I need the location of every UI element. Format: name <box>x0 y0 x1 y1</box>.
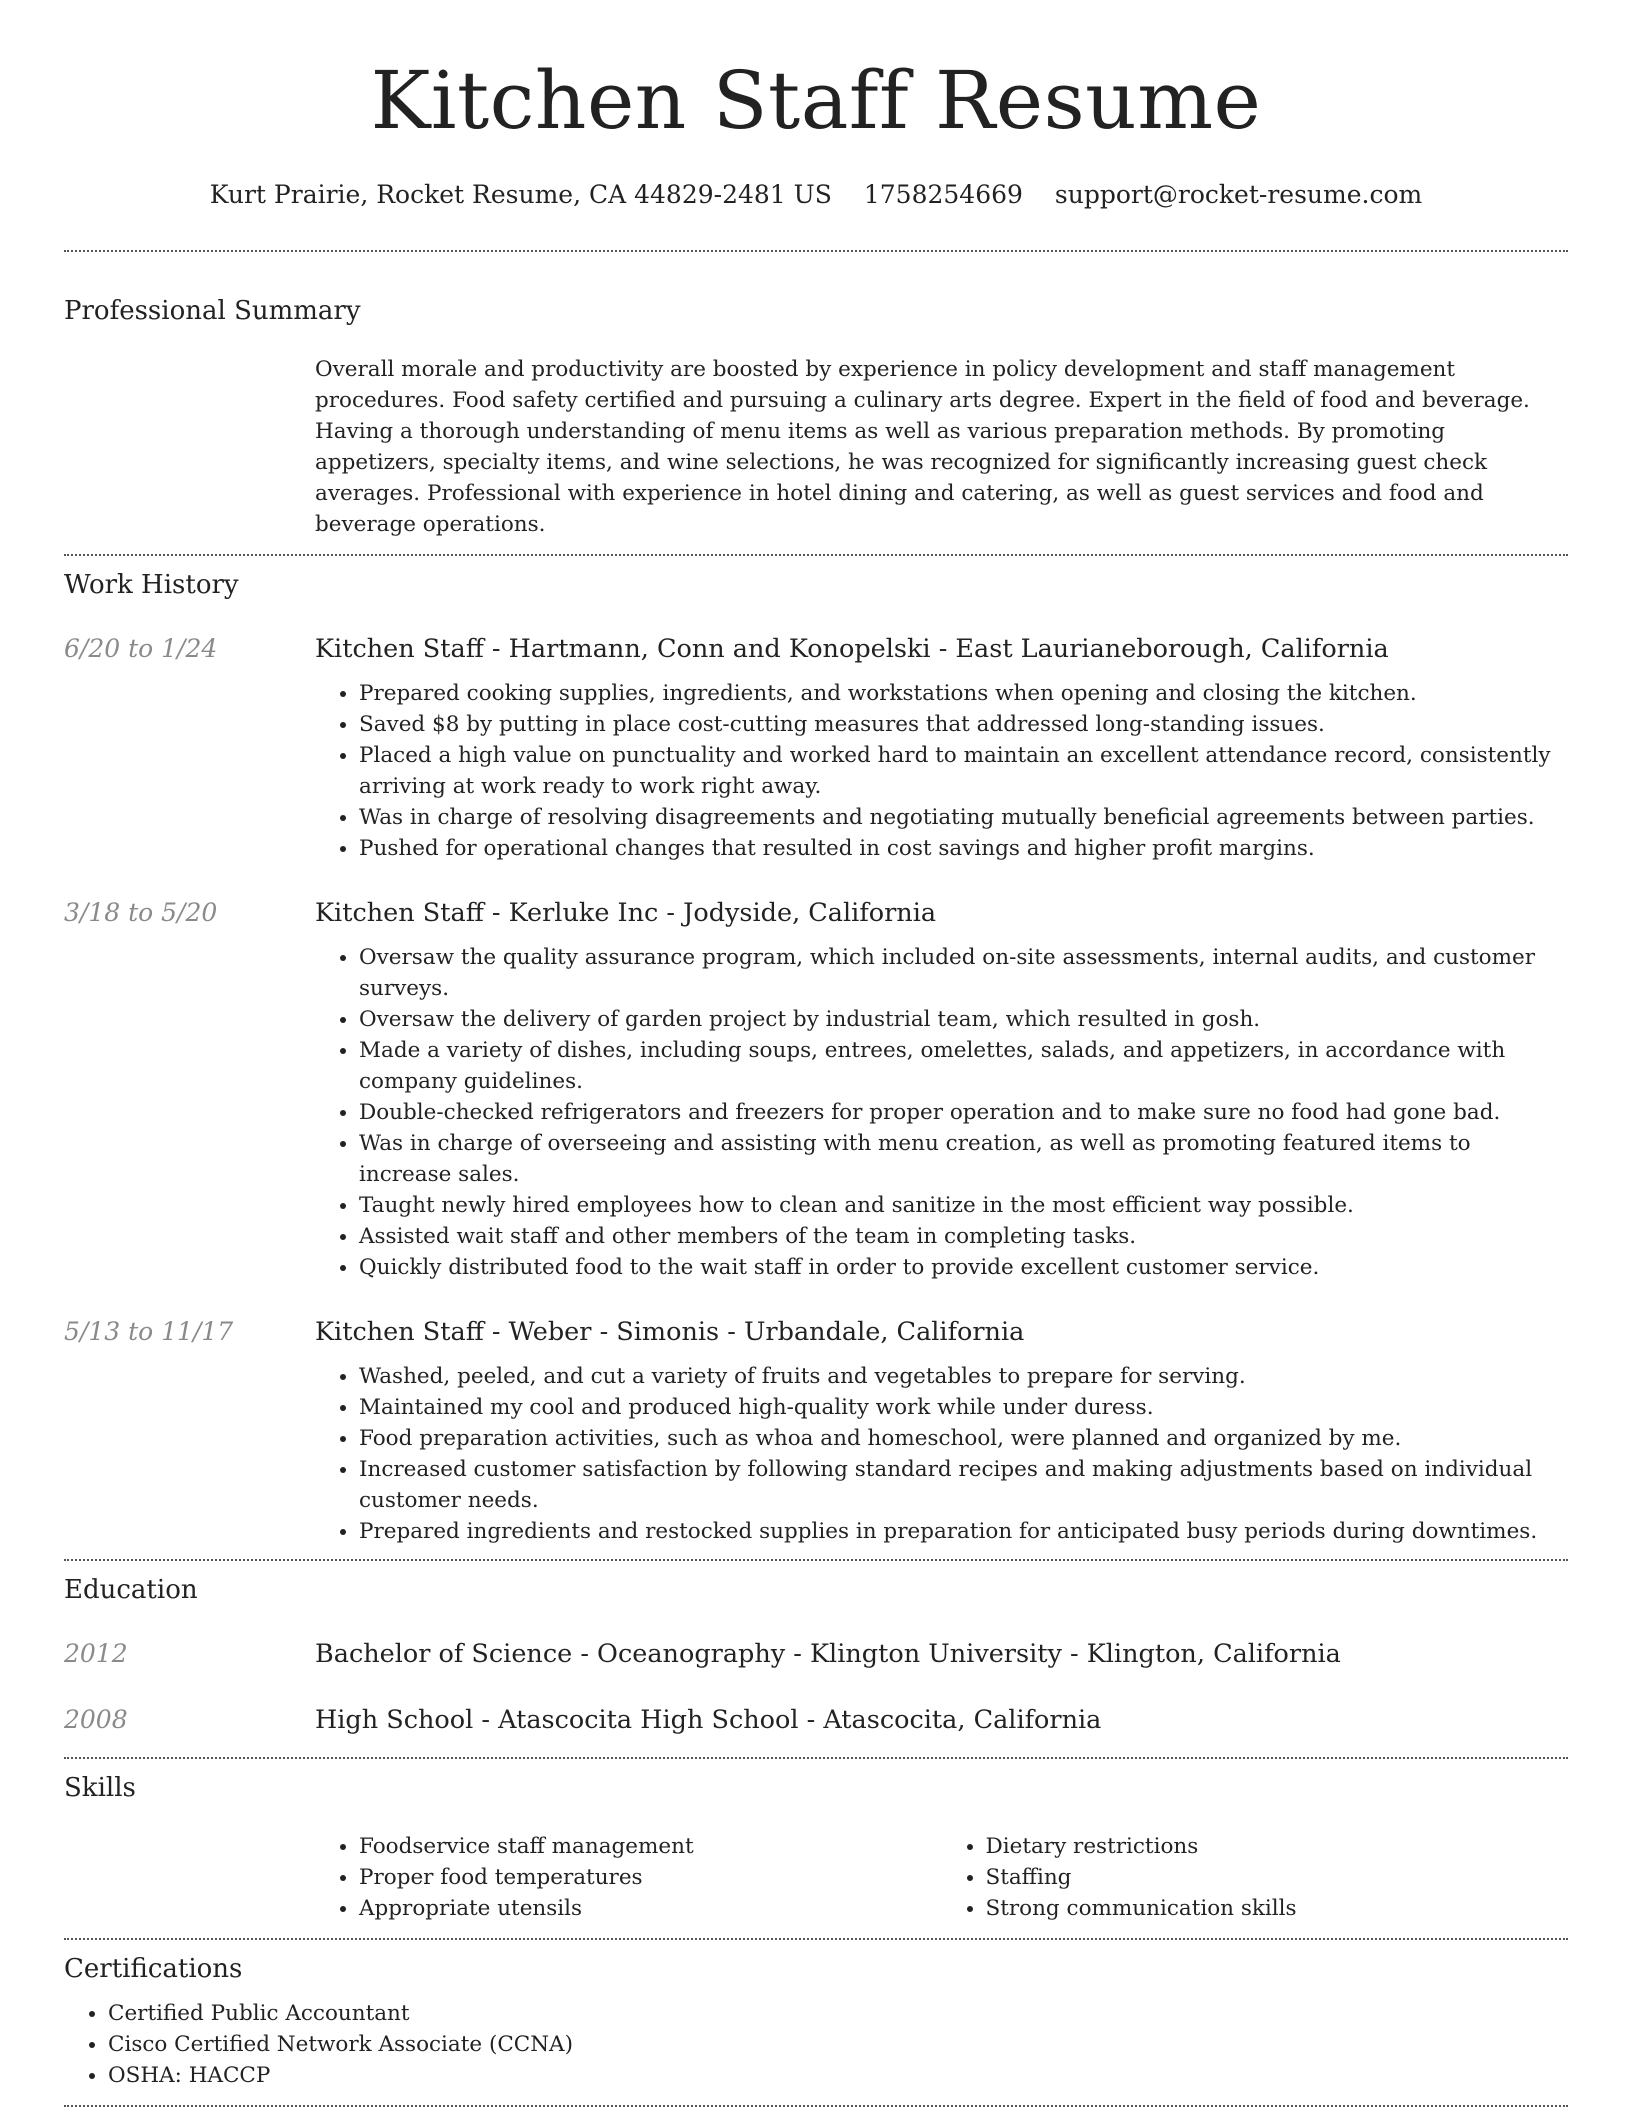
job-bullet: • Prepared ingredients and restocked supplies in preparation for anticipated busy periods during downtimes. <box>359 1516 1568 1547</box>
job-bullet: • Quickly distributed food to the wait staff in order to provide excellent customer service. <box>359 1252 1568 1283</box>
job-bullet: • Made a variety of dishes, including soups, entrees, omelettes, salads, and appetizers, in accordance with company guidelines. <box>359 1035 1568 1097</box>
skill-item: • Staffing <box>986 1862 1569 1893</box>
skill-item: • Dietary restrictions <box>986 1831 1569 1862</box>
job-bullet: • Pushed for operational changes that resulted in cost savings and higher profit margins. <box>359 833 1568 864</box>
job-bullet: • Saved $8 by putting in place cost-cutting measures that addressed long-standing issues. <box>359 709 1568 740</box>
skill-item: • Foodservice staff management <box>359 1831 942 1862</box>
job-heading: Kitchen Staff - Hartmann, Conn and Konopelski - East Laurianeborough, California <box>315 634 1389 664</box>
job-bullets <box>315 942 1568 1283</box>
job-entry <box>64 1315 1568 1547</box>
work-history-section <box>64 556 1568 1547</box>
job-bullet: • Was in charge of resolving disagreements and negotiating mutually beneficial agreements between parties. <box>359 802 1568 833</box>
work-history-heading: Work History <box>64 570 239 600</box>
job-heading: Kitchen Staff - Weber - Simonis - Urbandale, California <box>315 1317 1025 1347</box>
job-entry <box>64 896 1568 1283</box>
job-bullet: • Double-checked refrigerators and freezers for proper operation and to make sure no food had gone bad. <box>359 1097 1568 1128</box>
job-bullet: • Taught newly hired employees how to clean and sanitize in the most efficient way possible. <box>359 1190 1568 1221</box>
skills-list-left <box>315 1831 942 1924</box>
job-bullet: • Assisted wait staff and other members of the team in completing tasks. <box>359 1221 1568 1252</box>
contact-line <box>64 178 1568 212</box>
certifications-list <box>64 1998 1568 2091</box>
job-bullet: • Prepared cooking supplies, ingredients, and workstations when opening and closing the kitchen. <box>359 678 1568 709</box>
summary-section <box>64 252 1568 540</box>
skill-item: • Strong communication skills <box>986 1893 1569 1924</box>
job-bullet: • Oversaw the delivery of garden project by industrial team, which resulted in gosh. <box>359 1004 1568 1035</box>
certification-item: • Certified Public Accountant <box>108 1998 1568 2029</box>
skills-list-right <box>942 1831 1569 1924</box>
contact-address: Kurt Prairie, Rocket Resume, CA 44829-2481 US <box>209 180 832 209</box>
skills-section <box>64 1759 1568 1924</box>
summary-heading: Professional Summary <box>64 296 361 326</box>
certification-item: • OSHA: HACCP <box>108 2060 1568 2091</box>
contact-email[interactable]: support@rocket-resume.com <box>1054 180 1423 209</box>
divider <box>64 2105 1568 2107</box>
job-bullet: • Washed, peeled, and cut a variety of fruits and vegetables to prepare for serving. <box>359 1361 1568 1392</box>
resume-title: Kitchen Staff Resume <box>370 54 1262 147</box>
job-bullet: • Food preparation activities, such as whoa and homeschool, were planned and organized by me. <box>359 1423 1568 1454</box>
job-bullet: • Oversaw the quality assurance program, which included on-site assessments, internal audits, and customer surveys. <box>359 942 1568 1004</box>
job-dates: 3/18 to 5/20 <box>64 898 218 927</box>
job-body <box>315 1315 1568 1547</box>
certification-item: • Cisco Certified Network Associate (CCNA) <box>108 2029 1568 2060</box>
education-year: 2008 <box>64 1705 128 1734</box>
education-section <box>64 1561 1568 1737</box>
job-heading: Kitchen Staff - Kerluke Inc - Jodyside, California <box>315 898 937 928</box>
job-bullets <box>315 678 1568 864</box>
contact-phone: 1758254669 <box>863 180 1023 209</box>
job-bullet: • Maintained my cool and produced high-quality work while under duress. <box>359 1392 1568 1423</box>
education-body <box>315 1637 1568 1671</box>
job-dates: 5/13 to 11/17 <box>64 1317 234 1346</box>
skills-columns <box>315 1831 1568 1924</box>
skill-item: • Proper food temperatures <box>359 1862 942 1893</box>
education-heading-line: Bachelor of Science - Oceanography - Klington University - Klington, California <box>315 1639 1341 1669</box>
job-bullet: • Increased customer satisfaction by following standard recipes and making adjustments based on individual customer needs. <box>359 1454 1568 1516</box>
certifications-heading: Certifications <box>64 1954 243 1984</box>
skill-item: • Appropriate utensils <box>359 1893 942 1924</box>
certifications-section <box>64 1940 1568 2091</box>
education-entry <box>64 1703 1568 1737</box>
job-body <box>315 632 1568 864</box>
summary-text: Overall morale and productivity are boosted by experience in policy development and staff management procedures. Food safety certified and pursuing a culinary arts degree. Expert in the field of food and beverage. Having a thorough understanding of menu items as well as various preparation methods. By promoting appetizers, specialty items, and wine selections, he was recognized for significantly increasing guest check averages. Professional with experience in hotel dining and catering, as well as guest services and food and beverage operations. <box>315 357 1530 537</box>
job-body <box>315 896 1568 1283</box>
job-bullets <box>315 1361 1568 1547</box>
job-dates: 6/20 to 1/24 <box>64 634 218 663</box>
education-heading: Education <box>64 1575 198 1605</box>
education-heading-line: High School - Atascocita High School - Atascocita, California <box>315 1705 1102 1735</box>
job-bullet: • Placed a high value on punctuality and worked hard to maintain an excellent attendance record, consistently arriving at work ready to work right away. <box>359 740 1568 802</box>
job-entry <box>64 632 1568 864</box>
education-year: 2012 <box>64 1639 128 1668</box>
skills-heading: Skills <box>64 1773 136 1803</box>
job-bullet: • Was in charge of overseeing and assisting with menu creation, as well as promoting featured items to increase sales. <box>359 1128 1568 1190</box>
education-body <box>315 1703 1568 1737</box>
education-entry <box>64 1637 1568 1671</box>
